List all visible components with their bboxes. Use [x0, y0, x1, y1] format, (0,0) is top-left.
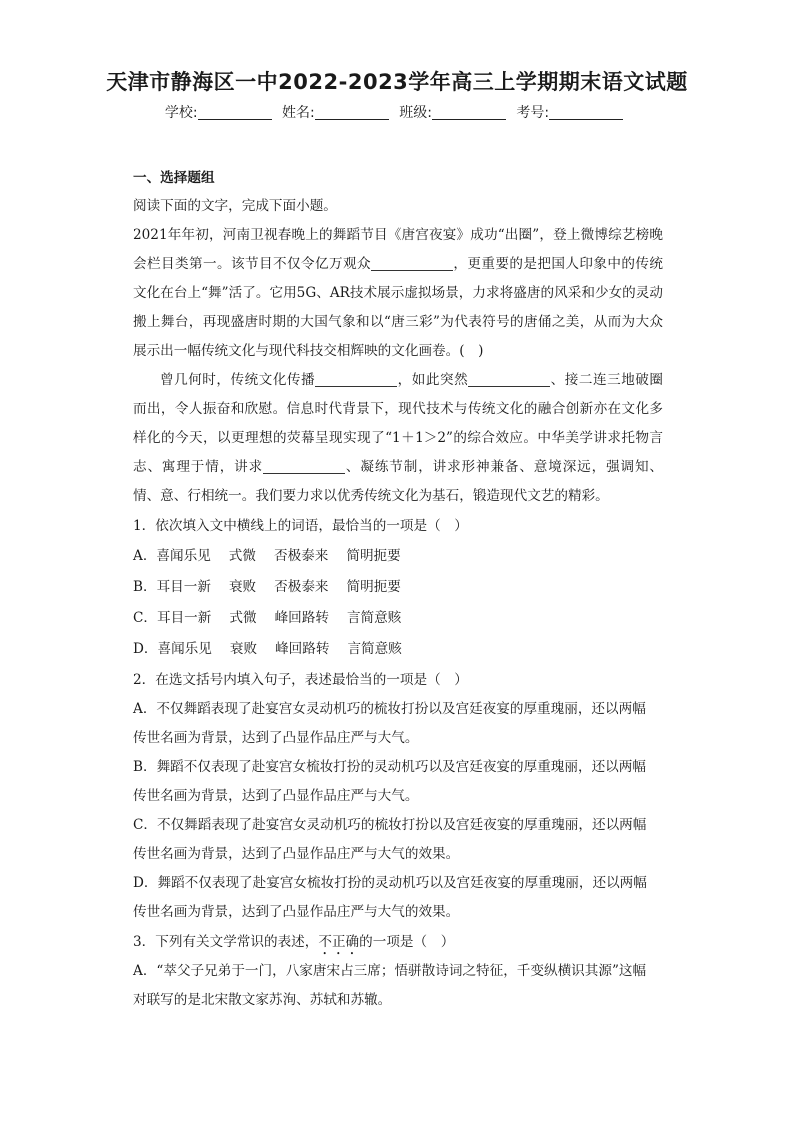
option-text-line1: 不仅舞蹈表现了赴宴宫女灵动机巧的梳妆打扮以及宫廷夜宴的厚重瑰丽，还以两幅 [157, 817, 647, 833]
option-word: 耳目一新 [156, 579, 211, 595]
question-2-stem: 2．在选文括号内填入句子，表述最恰当的一项是（ ） [133, 672, 468, 688]
option-label: B． [133, 759, 157, 775]
option-word: 耳目一新 [157, 610, 212, 626]
option-label: D． [133, 641, 158, 657]
option-text-line1: “萃父子兄弟于一门，八家唐宋占三席；悟骈散诗词之特征，千变纵横识其源”这幅 [156, 963, 647, 979]
exam-number-label: 考号: [516, 105, 550, 121]
class-label: 班级: [399, 105, 432, 121]
option-word: 喜闻乐见 [156, 548, 211, 564]
option-word: 峰回路转 [275, 641, 330, 657]
option-word: 衰败 [229, 641, 258, 657]
para2-part2: ，如此突然 [397, 372, 469, 388]
student-info-row [0, 102, 794, 122]
section-heading: 一、选择题组 [133, 170, 215, 186]
option-text-line1: 舞蹈不仅表现了赴宴宫女梳妆打扮的灵动机巧以及宫廷夜宴的厚重瑰丽，还以两幅 [157, 875, 647, 891]
option-label: D． [133, 875, 158, 891]
question-2-option-a[interactable] [133, 695, 663, 753]
option-word: 式微 [228, 548, 256, 564]
section-intro: 阅读下面的文字，完成下面小题。 [133, 198, 337, 214]
option-label: C． [133, 610, 157, 626]
option-word: 否极泰来 [273, 548, 329, 564]
question-3-option-a[interactable] [133, 957, 663, 1015]
passage-paragraph-2 [133, 366, 663, 511]
option-word: 言简意赅 [346, 610, 402, 626]
option-word: 衰败 [228, 579, 257, 595]
para2-part3: 、接二连三地破圈而出，令人振奋和欣慰。信息时代背景下，现代技术与传统文化的融合创新亦在文化多样化的今天，以更理想的荧幕呈现实现了“1＋1＞2”的综合效应。中华美学讲求托物言志、寓理于情，讲求 [133, 372, 664, 475]
exam-title: 天津市静海区一中2022-2023学年高三上学期期末语文试题 [106, 70, 688, 94]
blank-3 [468, 371, 550, 387]
exam-content [133, 160, 663, 1015]
para2-part4: 、凝练节制，讲求形神兼备、意境深远，强调知、情、意、行相统一。我们要力求以优秀传统文化为基石，锻造现代文艺的精彩。 [133, 459, 664, 504]
option-text-line2: 传世名画为背景，达到了凸显作品庄严与大气的效果。 [133, 846, 460, 862]
class-blank[interactable] [432, 105, 506, 120]
blank-1 [371, 255, 453, 271]
school-blank[interactable] [198, 105, 272, 120]
para1-part2: ，更重要的是把国人印象中的传统文化在台上“舞”活了。它用5G、AR技术展示虚拟场景，力求将盛唐的风采和少女的灵动搬上舞台，再现盛唐时期的大国气象和以“唐三彩”为代表符号的唐俑之美，从而为大众展示出一幅传统文化与现代科技交相辉映的文化画卷。( ) [133, 256, 663, 359]
question-2-option-b[interactable] [133, 753, 663, 811]
blank-4 [263, 458, 345, 474]
option-word: 峰回路转 [274, 610, 329, 626]
option-word: 式微 [229, 610, 257, 626]
question-1-option-d[interactable] [133, 634, 663, 665]
name-label: 姓名: [282, 105, 315, 121]
option-label: B． [133, 579, 157, 595]
exam-number-blank[interactable] [549, 105, 623, 120]
option-text-line2: 传世名画为背景，达到了凸显作品庄严与大气的效果。 [133, 904, 460, 920]
question-2-option-c[interactable] [133, 811, 663, 869]
question-2-option-d[interactable] [133, 869, 663, 927]
stem-text: 3．下列有关文学常识的表述， [133, 934, 319, 950]
option-text-line2: 传世名画为背景，达到了凸显作品庄严与大气。 [133, 730, 419, 746]
option-word: 否极泰来 [274, 579, 329, 595]
name-blank[interactable] [315, 105, 389, 120]
option-label: A． [133, 963, 157, 979]
question-1-option-a[interactable] [133, 541, 663, 572]
stem-text-end: 的一项是（ ） [359, 934, 455, 950]
option-label: C． [133, 817, 157, 833]
para2-part1: 曾几何时，传统文化传播 [160, 372, 316, 388]
question-1-option-c[interactable] [133, 603, 663, 634]
option-text-line1: 不仅舞蹈表现了赴宴宫女灵动机巧的梳妆打扮以及宫廷夜宴的厚重瑰丽，还以两幅 [156, 701, 646, 717]
question-3-stem [133, 927, 663, 957]
question-1-stem: 1．依次填入文中横线上的词语，最恰当的一项是（ ） [133, 518, 468, 534]
option-word: 简明扼要 [346, 548, 401, 564]
option-text-line2: 传世名画为背景，达到了凸显作品庄严与大气。 [133, 788, 419, 804]
question-1-option-b[interactable] [133, 572, 663, 603]
school-label: 学校: [164, 105, 198, 121]
option-word: 简明扼要 [346, 579, 401, 595]
option-text-line2: 对联写的是北宋散文家苏洵、苏轼和苏辙。 [133, 992, 392, 1008]
option-word: 言简意赅 [347, 641, 402, 657]
option-label: A． [133, 548, 157, 564]
para1-part1: 2021年年初，河南卫视春晚上的舞蹈节目《唐宫夜宴》成功“出圈”，登上微博综艺榜晚会栏目类第一。该节目不仅令亿万观众 [133, 227, 663, 272]
emphasized-text: 不正确 [318, 934, 360, 950]
option-label: A． [133, 701, 157, 717]
passage-paragraph-1 [133, 221, 663, 366]
blank-2 [315, 371, 397, 387]
option-word: 喜闻乐见 [157, 641, 212, 657]
option-text-line1: 舞蹈不仅表现了赴宴宫女梳妆打扮的灵动机巧以及宫廷夜宴的厚重瑰丽，还以两幅 [156, 759, 646, 775]
